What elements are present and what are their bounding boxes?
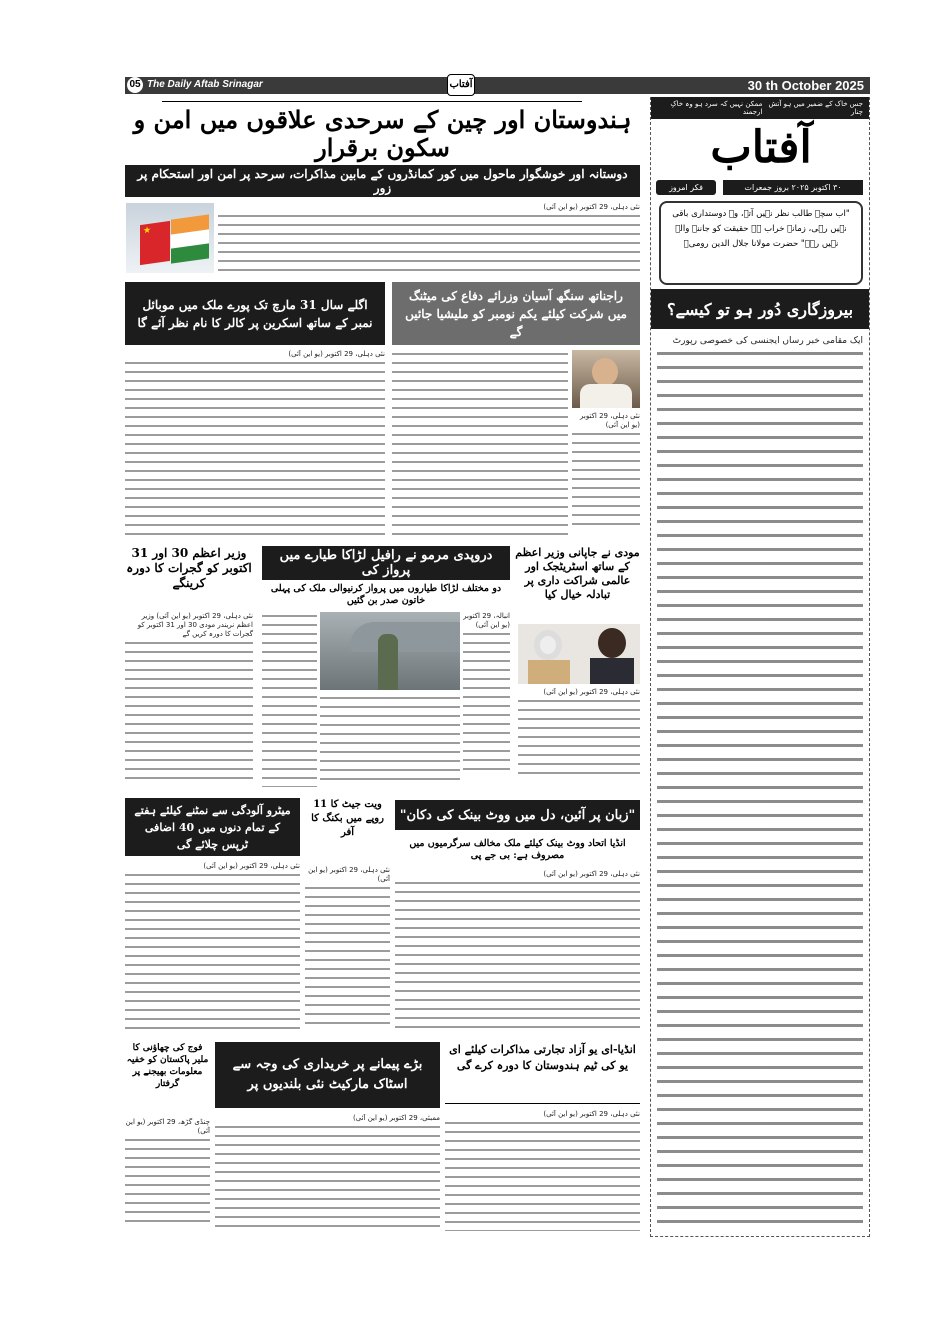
japan-pm-body xyxy=(590,658,634,684)
rajnath-headline: راجناتھ سنگھ آسیان وزرائے دفاع کی میٹنگ میں شرکت کیلئے یکم نومبر کو ملیشیا جائیں گے xyxy=(392,282,640,345)
rajnath-body xyxy=(392,350,568,538)
quote-box: "اب سچے طالب نظر نہیں آتے، وہ دوستداری باقی نہیں رہی، زمانہ خراب ہے حقیقت کو جاننے والے نہیں رہے" حضرت مولانا جلال الدین رومیؒ xyxy=(659,201,863,285)
masthead xyxy=(650,97,870,1237)
murmu-body-1 xyxy=(262,612,317,787)
rajnath-body-2 xyxy=(572,412,640,538)
page-number: 05 xyxy=(127,77,143,93)
mobile-dateline: نئی دہلی، 29 اکتوبر (یو این آئی) xyxy=(125,350,385,359)
mobile-body xyxy=(125,350,385,538)
jet xyxy=(350,622,460,652)
bjp-body xyxy=(395,870,640,1034)
body xyxy=(580,384,632,408)
eu-body xyxy=(445,1110,640,1235)
editorial-headline: بیروزگاری دُور ہو تو کیسے؟ xyxy=(651,289,869,329)
india-flag xyxy=(171,214,209,263)
top-logo: آفتاب xyxy=(447,74,475,96)
pilot xyxy=(378,634,398,690)
spy-body xyxy=(125,1118,210,1235)
metro-body xyxy=(125,862,300,1034)
masthead-slogan xyxy=(651,97,869,119)
japan-pm xyxy=(598,628,626,658)
issue-date: 30 th October 2025 xyxy=(747,78,864,93)
masthead-date: ۳۰ اکتوبر ۲۰۲۵ بروز جمعرات xyxy=(723,180,863,195)
murmu-subheadline: دو مختلف لڑاکا طیاروں میں پرواز کرنیوالی ملک کی پہلی خاتون صدر بن گئیں xyxy=(270,583,502,606)
spy-dateline: چنڈی گڑھ، 29 اکتوبر (یو این آئی) xyxy=(125,1118,210,1135)
slogan-right: جس خاک کے ضمیر میں ہو آتش چنار xyxy=(768,100,863,116)
lead-headline: ہندوستان اور چین کے سرحدی علاقوں میں امن و سکون برقرار xyxy=(133,105,632,162)
murmu-headline: دروپدی مرمو نے رافیل لڑاکا طیارے میں پرواز کی xyxy=(262,546,510,580)
rajnath-dateline: نئی دہلی، 29 اکتوبر (یو این آئی) xyxy=(572,412,640,430)
modi-japan-headline: مودی نے جاپانی وزیر اعظم کے ساتھ اسٹریٹجک اور عالمی شراکت داری پر تبادلہ خیال کیا xyxy=(515,546,640,601)
bjp-dateline: نئی دہلی، 29 اکتوبر (یو این آئی) xyxy=(395,870,640,879)
lead-dateline: نئی دہلی، 29 اکتوبر (یو این آئی) xyxy=(218,203,640,212)
murmu-dateline: انبالہ، 29 اکتوبر (یو این آئی) xyxy=(463,612,510,629)
china-flag: ★ xyxy=(140,221,170,265)
murmu-rafale-photo xyxy=(320,612,460,690)
spy-headline: فوج کی چھاؤنی کا ملیر پاکستان کو خفیہ معلومات بھیجنے پر گرفتار xyxy=(126,1043,209,1089)
modi-japan-body xyxy=(518,688,640,787)
modi-japan-dateline: نئی دہلی، 29 اکتوبر (یو این آئی) xyxy=(518,688,640,697)
bjp-subheadline: انڈیا اتحاد ووٹ بینک کیلئے ملک مخالف سرگرمیوں میں مصروف ہے: بی جے پی xyxy=(409,838,626,861)
india-china-flags-image xyxy=(126,203,214,273)
vietjet-dateline: نئی دہلی، 29 اکتوبر (یو این آئی) xyxy=(305,866,390,884)
pm-gujarat-dateline: نئی دہلی، 29 اکتوبر (یو این آئی) وزیر اعظم نریندر مودی 30 اور 31 اکتوبر کو گجرات کا دورہ کریں گے xyxy=(125,612,253,639)
vietjet-body xyxy=(305,866,390,1034)
pm-gujarat-body xyxy=(125,612,253,787)
stocks-body xyxy=(215,1114,440,1235)
modi xyxy=(534,630,562,660)
top-bar xyxy=(125,77,870,94)
section-label: فکر امروز xyxy=(656,180,716,195)
modi-body xyxy=(528,660,570,684)
metro-dateline: نئی دہلی، 29 اکتوبر (یو این آئی) xyxy=(125,862,300,871)
editorial-body xyxy=(657,335,863,1230)
stocks-dateline: ممبئی، 29 اکتوبر (یو این آئی) xyxy=(215,1114,440,1123)
pm-gujarat-headline: وزیر اعظم 30 اور 31 اکتوبر کو گجرات کا دورہ کرینگے xyxy=(126,546,252,590)
eu-dateline: نئی دہلی، 29 اکتوبر (یو این آئی) xyxy=(445,1110,640,1119)
murmu-body-3 xyxy=(320,694,460,787)
mobile-headline: اگلے سال 31 مارچ تک پورے ملک میں موبائل نمبر کے ساتھ اسکرین پر کالر کا نام نظر آئے گا xyxy=(125,282,385,345)
bjp-headline: "زبان پر آئین، دل میں ووٹ بینک کی دکان" xyxy=(395,800,640,830)
paper-name: The Daily Aftab Srinagar xyxy=(147,79,263,90)
murmu-body-2 xyxy=(463,612,510,787)
eu-headline: انڈیا-ای یو آزاد تجارتی مذاکرات کیلئے ای یو کی ٹیم ہندوستان کا دورہ کرے گی xyxy=(445,1042,640,1104)
masthead-logo: آفتاب xyxy=(710,122,812,173)
slogan-left: ممکن نہیں کہ سرد ہو وہ خاکِ ارجمند xyxy=(670,100,763,116)
stocks-headline: بڑے پیمانے پر خریداری کی وجہ سے اسٹاک مارکیٹ نئی بلندیوں پر xyxy=(215,1042,440,1108)
editorial-dateline: ایک مقامی خبر رساں ایجنسی کی خصوصی رپورٹ xyxy=(657,335,863,347)
editorial-text xyxy=(657,347,863,1227)
rajnath-photo xyxy=(572,350,640,408)
modi-japan-photo xyxy=(518,624,640,684)
vietjet-headline: ویت جیٹ کا 11 روپے میں بکنگ کا آفر xyxy=(311,799,384,838)
metro-headline: میٹرو آلودگی سے نمٹنے کیلئے ہفتے کے تمام دنوں میں 40 اضافی ٹرپس چلائے گی xyxy=(125,798,300,856)
face xyxy=(592,358,618,386)
rule xyxy=(162,101,582,102)
lead-subheadline: دوستانہ اور خوشگوار ماحول میں کور کمانڈروں کے مابین مذاکرات، سرحد پر امن اور استحکام پر زور xyxy=(125,165,640,197)
lead-body xyxy=(218,203,640,275)
